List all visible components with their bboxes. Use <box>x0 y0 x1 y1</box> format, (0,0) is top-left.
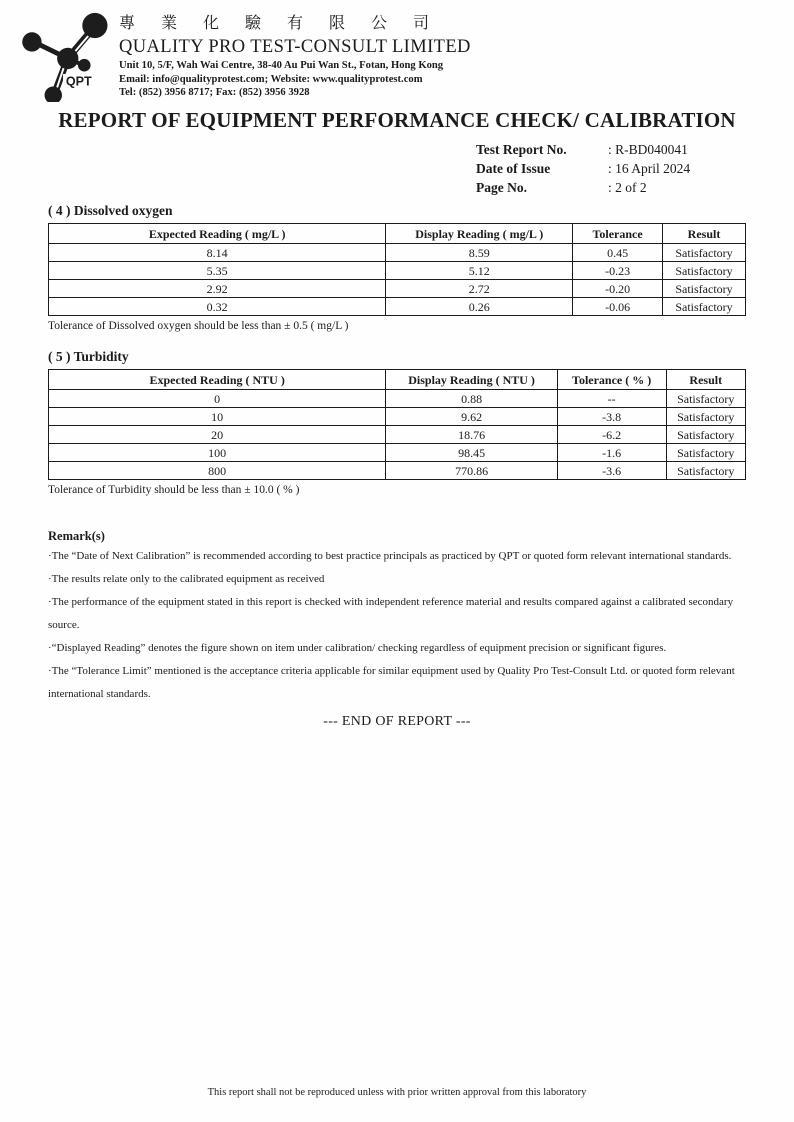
column-header: Display Reading ( mg/L ) <box>386 224 573 244</box>
turbidity-tolerance-note: Tolerance of Turbidity should be less than ± 10.0 ( % ) <box>48 484 300 496</box>
table-cell: -0.23 <box>573 262 663 280</box>
table-cell: Satisfactory <box>666 444 745 462</box>
table-cell: -3.8 <box>557 408 666 426</box>
table-row <box>49 426 746 444</box>
table-cell: 2.92 <box>49 280 386 298</box>
table-cell: 20 <box>49 426 386 444</box>
remark-item: ·The “Date of Next Calibration” is recommended according to best practice principals as practiced by QPT or quoted form relevant international standards. <box>48 550 732 562</box>
section-heading-dissolved-oxygen: ( 4 ) Dissolved oxygen <box>48 203 173 218</box>
column-header: Tolerance ( % ) <box>557 370 666 390</box>
company-address: Unit 10, 5/F, Wah Wai Centre, 38-40 Au Pui Wan St., Fotan, Hong Kong <box>119 60 444 71</box>
column-header: Display Reading ( NTU ) <box>386 370 557 390</box>
remarks-list <box>48 545 746 706</box>
report-info-row <box>476 159 794 178</box>
remark-item: ·“Displayed Reading” denotes the figure shown on item under calibration/ checking regardless of equipment precision or significant figures. <box>48 642 667 654</box>
table-cell: 100 <box>49 444 386 462</box>
table-cell: Satisfactory <box>666 426 745 444</box>
company-email-website: Email: info@qualityprotest.com; Website: www.qualityprotest.com <box>119 73 423 85</box>
table-cell: 0.32 <box>49 298 386 316</box>
end-of-report-marker: --- END OF REPORT --- <box>323 714 471 729</box>
qpt-molecule-logo-icon <box>12 10 110 102</box>
table-cell: Satisfactory <box>663 280 746 298</box>
table-cell: -- <box>557 390 666 408</box>
dissolved-oxygen-tolerance-note: Tolerance of Dissolved oxygen should be less than ± 0.5 ( mg/L ) <box>48 320 349 332</box>
table-cell: 10 <box>49 408 386 426</box>
letterhead <box>0 0 794 102</box>
table-cell: Satisfactory <box>663 262 746 280</box>
footer-disclaimer: This report shall not be reproduced unless with prior written approval from this laboratory <box>207 1087 587 1098</box>
table-row <box>49 244 746 262</box>
table-cell: 0.26 <box>386 298 573 316</box>
table-cell: 800 <box>49 462 386 480</box>
table-cell: 0.88 <box>386 390 557 408</box>
table-cell: 98.45 <box>386 444 557 462</box>
company-name-english: QUALITY PRO TEST-CONSULT LIMITED <box>119 37 471 57</box>
column-header: Expected Reading ( NTU ) <box>49 370 386 390</box>
company-name-chinese: 專 業 化 驗 有 限 公 司 <box>119 15 441 32</box>
column-header: Expected Reading ( mg/L ) <box>49 224 386 244</box>
table-cell: 8.14 <box>49 244 386 262</box>
table-row <box>49 262 746 280</box>
report-title: REPORT OF EQUIPMENT PERFORMANCE CHECK/ CALIBRATION <box>58 108 736 132</box>
table-row <box>49 408 746 426</box>
remarks-section <box>48 528 746 706</box>
table-cell: 770.86 <box>386 462 557 480</box>
dissolved-oxygen-table <box>48 223 746 316</box>
report-info <box>476 140 794 197</box>
column-header: Result <box>663 224 746 244</box>
table-row <box>49 462 746 480</box>
table-cell: 8.59 <box>386 244 573 262</box>
table-cell: Satisfactory <box>666 408 745 426</box>
report-info-row <box>476 178 794 197</box>
remark-item: ·The results relate only to the calibrated equipment as received <box>48 573 325 585</box>
table-row <box>49 298 746 316</box>
table-cell: -3.6 <box>557 462 666 480</box>
table-header-row <box>49 370 746 390</box>
table-cell: Satisfactory <box>663 298 746 316</box>
section-heading-turbidity: ( 5 ) Turbidity <box>48 349 129 364</box>
table-cell: Satisfactory <box>666 462 745 480</box>
table-cell: 18.76 <box>386 426 557 444</box>
table-cell: Satisfactory <box>663 244 746 262</box>
table-cell: -0.20 <box>573 280 663 298</box>
table-header-row <box>49 224 746 244</box>
table-cell: 5.12 <box>386 262 573 280</box>
table-row <box>49 280 746 298</box>
company-block <box>119 10 471 100</box>
logo-text: QPT <box>65 74 92 89</box>
date-of-issue-label: Date of Issue <box>476 161 551 176</box>
table-cell: 0.45 <box>573 244 663 262</box>
table-row <box>49 444 746 462</box>
report-body <box>48 202 746 730</box>
page-no-value: : 2 of 2 <box>608 180 647 195</box>
date-of-issue-value: : 16 April 2024 <box>608 161 691 176</box>
turbidity-table <box>48 369 746 480</box>
table-cell: 0 <box>49 390 386 408</box>
remark-item: ·The performance of the equipment stated in this report is checked with independent reference material and results compared against a calibrated secondary source. <box>48 596 734 631</box>
table-cell: 9.62 <box>386 408 557 426</box>
column-header: Tolerance <box>573 224 663 244</box>
company-tel-fax: Tel: (852) 3956 8717; Fax: (852) 3956 3928 <box>119 87 310 98</box>
report-info-row <box>476 140 794 159</box>
table-cell: -0.06 <box>573 298 663 316</box>
table-cell: Satisfactory <box>666 390 745 408</box>
remark-item: ·The “Tolerance Limit” mentioned is the acceptance criteria applicable for similar equipment used by Quality Pro Test-Consult Ltd. or quoted form relevant international standards. <box>48 665 735 700</box>
table-cell: -1.6 <box>557 444 666 462</box>
table-cell: -6.2 <box>557 426 666 444</box>
table-cell: 5.35 <box>49 262 386 280</box>
remarks-heading: Remark(s) <box>48 529 105 543</box>
page-no-label: Page No. <box>476 180 527 195</box>
table-row <box>49 390 746 408</box>
test-report-no-label: Test Report No. <box>476 142 567 157</box>
table-cell: 2.72 <box>386 280 573 298</box>
test-report-no-value: : R-BD040041 <box>608 142 688 157</box>
column-header: Result <box>666 370 745 390</box>
